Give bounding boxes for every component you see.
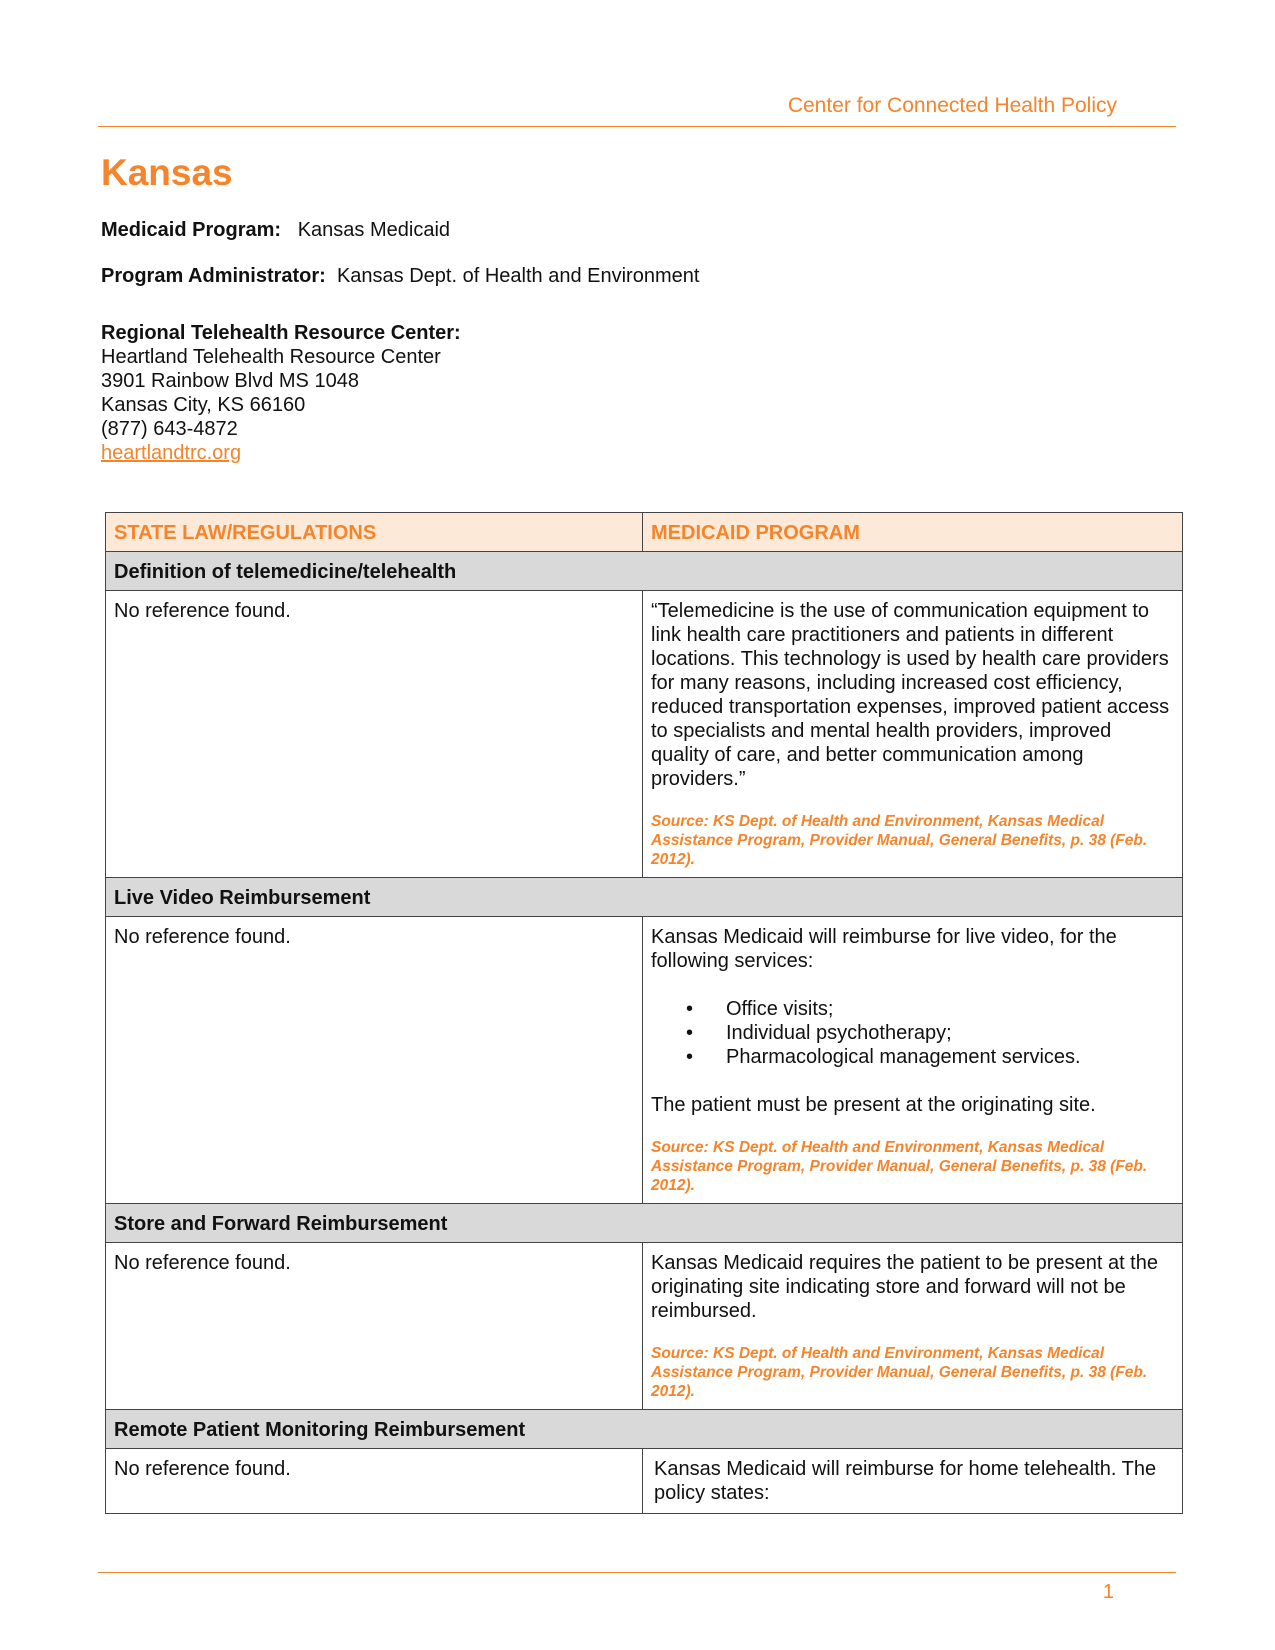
table-row: [106, 591, 1183, 878]
header-organization: Center for Connected Health Policy: [787, 94, 1117, 117]
services-list: [651, 997, 1174, 1069]
table-row: [106, 1243, 1183, 1410]
column-header-medicaid: MEDICAID PROGRAM: [643, 513, 1183, 552]
medicaid-program-label: Medicaid Program:: [101, 219, 282, 241]
section-row-store-forward: [106, 1204, 1183, 1243]
source-citation: Source: KS Dept. of Health and Environment, Kansas Medical Assistance Program, Provider Manual, General Benefits, p. 38 (Feb. 2012).: [651, 1345, 1148, 1400]
source-citation: Source: KS Dept. of Health and Environment, Kansas Medical Assistance Program, Provider Manual, General Benefits, p. 38 (Feb. 2012).: [651, 1139, 1148, 1194]
live-video-intro: Kansas Medicaid will reimburse for live video, for the following services:: [651, 926, 1117, 972]
source-citation: Source: KS Dept. of Health and Environment, Kansas Medical Assistance Program, Provider Manual, General Benefits, p. 38 (Feb. 2012).: [651, 813, 1148, 868]
medicaid-cell: [643, 917, 1183, 1204]
resource-center-address-line2: Kansas City, KS 66160: [101, 394, 306, 416]
section-title: Live Video Reimbursement: [106, 878, 1183, 917]
state-law-cell: No reference found.: [106, 917, 643, 1204]
resource-center-phone: (877) 643-4872: [101, 418, 238, 440]
state-law-cell: No reference found.: [106, 1243, 643, 1410]
medicaid-cell: [643, 1243, 1183, 1410]
list-item: • Pharmacological management services.: [726, 1045, 1174, 1069]
section-row-remote-monitoring: [106, 1410, 1183, 1449]
live-video-note: The patient must be present at the originating site.: [651, 1094, 1096, 1116]
resource-center-website-link[interactable]: heartlandtrc.org: [101, 442, 242, 464]
resource-center-address-line1: 3901 Rainbow Blvd MS 1048: [101, 370, 359, 392]
resource-center-name: Heartland Telehealth Resource Center: [101, 346, 441, 368]
column-header-state-law: STATE LAW/REGULATIONS: [106, 513, 643, 552]
medicaid-cell: Kansas Medicaid will reimburse for home telehealth. The policy states:: [643, 1449, 1183, 1514]
table-header-row: [106, 513, 1183, 552]
section-row-definition: [106, 552, 1183, 591]
section-title: Remote Patient Monitoring Reimbursement: [106, 1410, 1183, 1449]
footer-divider: [98, 1572, 1176, 1573]
section-row-live-video: [106, 878, 1183, 917]
definition-text: “Telemedicine is the use of communication equipment to link health care practitioners and patients in different locations. This technology is used by health care providers for many reasons, including increased cost efficiency, reduced transportation expenses, improved patient access to specialists and mental health providers, improved quality of care, and better communication among providers.”: [651, 600, 1170, 790]
page-number: 1: [1102, 1581, 1114, 1603]
list-item: • Office visits;: [726, 997, 1174, 1021]
medicaid-program-line: [101, 218, 450, 242]
table-row: [106, 1449, 1183, 1514]
policy-table: [105, 512, 1183, 1514]
resource-center-label: Regional Telehealth Resource Center:: [101, 322, 461, 344]
list-item: • Individual psychotherapy;: [726, 1021, 1174, 1045]
program-administrator-label: Program Administrator:: [101, 265, 326, 287]
section-title: Definition of telemedicine/telehealth: [106, 552, 1183, 591]
program-administrator-line: [101, 264, 699, 288]
page-title: Kansas: [101, 152, 233, 193]
resource-center-block: [101, 321, 461, 465]
medicaid-program-value: Kansas Medicaid: [297, 219, 451, 241]
medicaid-cell: [643, 591, 1183, 878]
table-row: [106, 917, 1183, 1204]
program-administrator-value: Kansas Dept. of Health and Environment: [336, 265, 700, 287]
section-title: Store and Forward Reimbursement: [106, 1204, 1183, 1243]
state-law-cell: No reference found.: [106, 1449, 643, 1514]
state-law-cell: No reference found.: [106, 591, 643, 878]
header-divider: [98, 126, 1176, 127]
store-forward-text: Kansas Medicaid requires the patient to be present at the originating site indicating store and forward will not be reimbursed.: [651, 1252, 1158, 1322]
